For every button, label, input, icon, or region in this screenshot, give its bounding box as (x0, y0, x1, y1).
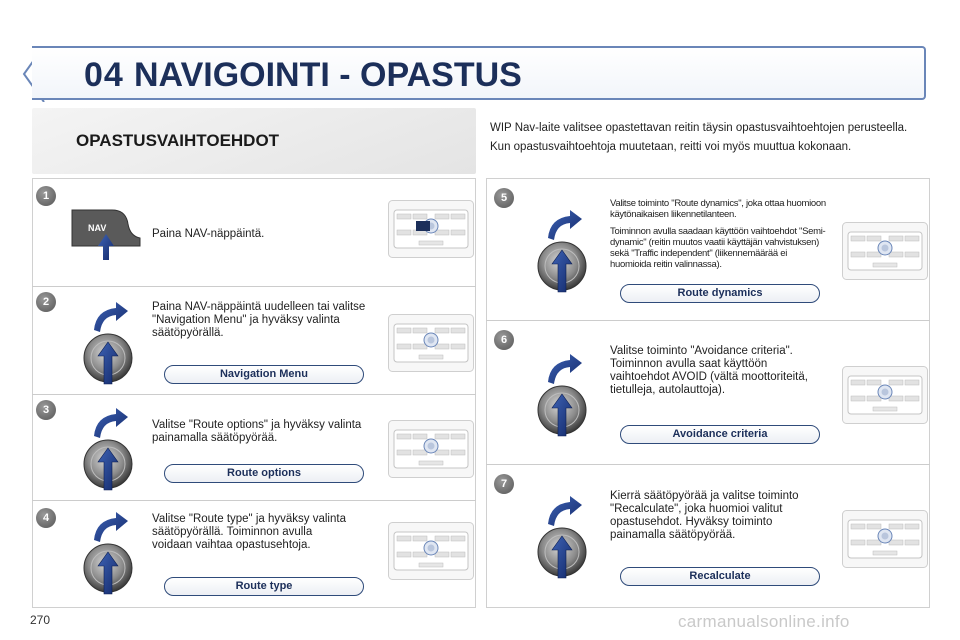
step-1-text: Paina NAV-näppäintä. (152, 228, 265, 240)
dial-icon (80, 402, 136, 492)
step-number-badge: 5 (494, 188, 514, 208)
device-panel-icon (388, 200, 474, 258)
step-4-text: Valitse "Route type" ja hyväksy valinta säätöpyörällä. Toiminnon avulla voidaan vaihtaa opastusehtoja. (152, 513, 346, 551)
route-type-pill: Route type (164, 577, 364, 596)
route-options-pill: Route options (164, 464, 364, 483)
nav-key-label: NAV (88, 223, 107, 233)
step-5-text-detail: Toiminnon avulla saadaan käyttöön vaihtoehdot "Semi-dynamic" (reitin muutos vaatii käyttäjän vahvistuksen) sekä "Traffic independent" (liikennemäärää ei huomioida reitin valinnassa). (610, 226, 826, 270)
step-separator (486, 464, 930, 465)
device-panel-icon (842, 366, 928, 424)
dial-icon (534, 348, 590, 438)
dial-icon (80, 506, 136, 596)
device-panel-icon (388, 314, 474, 372)
route-dynamics-pill: Route dynamics (620, 284, 820, 303)
nav-button-icon (70, 206, 142, 262)
device-panel-icon (842, 510, 928, 568)
dial-icon (80, 296, 136, 386)
step-5-text: Valitse toiminto "Route dynamics", joka ottaa huomioon käytönaikaisen liikennetilanteen. (610, 198, 826, 220)
step-number-badge: 2 (36, 292, 56, 312)
dial-icon (534, 490, 590, 580)
step-separator (32, 394, 476, 395)
chapter-title: NAVIGOINTI - OPASTUS (134, 56, 522, 94)
step-number-badge: 4 (36, 508, 56, 528)
step-2-text: Paina NAV-näppäintä uudelleen tai valitse "Navigation Menu" ja hyväksy valinta säätöpyörällä. (152, 301, 366, 339)
step-7-text: Kierrä säätöpyörää ja valitse toiminto "Recalculate", joka huomioi valitut opastusehdot. Hyväksy toiminto painamalla säätöpyörää. (610, 490, 799, 541)
page-number: 270 (30, 613, 51, 627)
section-title: OPASTUSVAIHTOEHDOT (76, 131, 280, 150)
watermark: carmanualsonline.info (678, 612, 850, 631)
device-panel-icon (388, 420, 474, 478)
step-number-badge: 7 (494, 474, 514, 494)
device-panel-icon (388, 522, 474, 580)
step-number-badge: 6 (494, 330, 514, 350)
recalculate-pill: Recalculate (620, 567, 820, 586)
intro-paragraph-1: WIP Nav-laite valitsee opastettavan reitin täysin opastusvaihtoehtojen perusteella. (490, 122, 908, 134)
step-6-text: Valitse toiminto "Avoidance criteria". Toiminnon avulla saat käyttöön vaihtoehdot AVOID (vältä moottoriteitä, tietulleja, autolauttoja). (610, 345, 808, 396)
step-separator (32, 500, 476, 501)
step-3-text: Valitse "Route options" ja hyväksy valinta painamalla säätöpyörää. (152, 419, 362, 444)
step-separator (486, 320, 930, 321)
navigation-menu-pill: Navigation Menu (164, 365, 364, 384)
intro-text (490, 121, 914, 159)
device-panel-icon (842, 222, 928, 280)
step-separator (32, 286, 476, 287)
avoidance-criteria-pill: Avoidance criteria (620, 425, 820, 444)
step-number-badge: 1 (36, 186, 56, 206)
step-number-badge: 3 (36, 400, 56, 420)
chapter-number: 04 (84, 56, 124, 94)
intro-paragraph-2: Kun opastusvaihtoehtoja muutetaan, reitti voi myös muuttua kokonaan. (490, 141, 852, 153)
dial-icon (534, 204, 590, 294)
